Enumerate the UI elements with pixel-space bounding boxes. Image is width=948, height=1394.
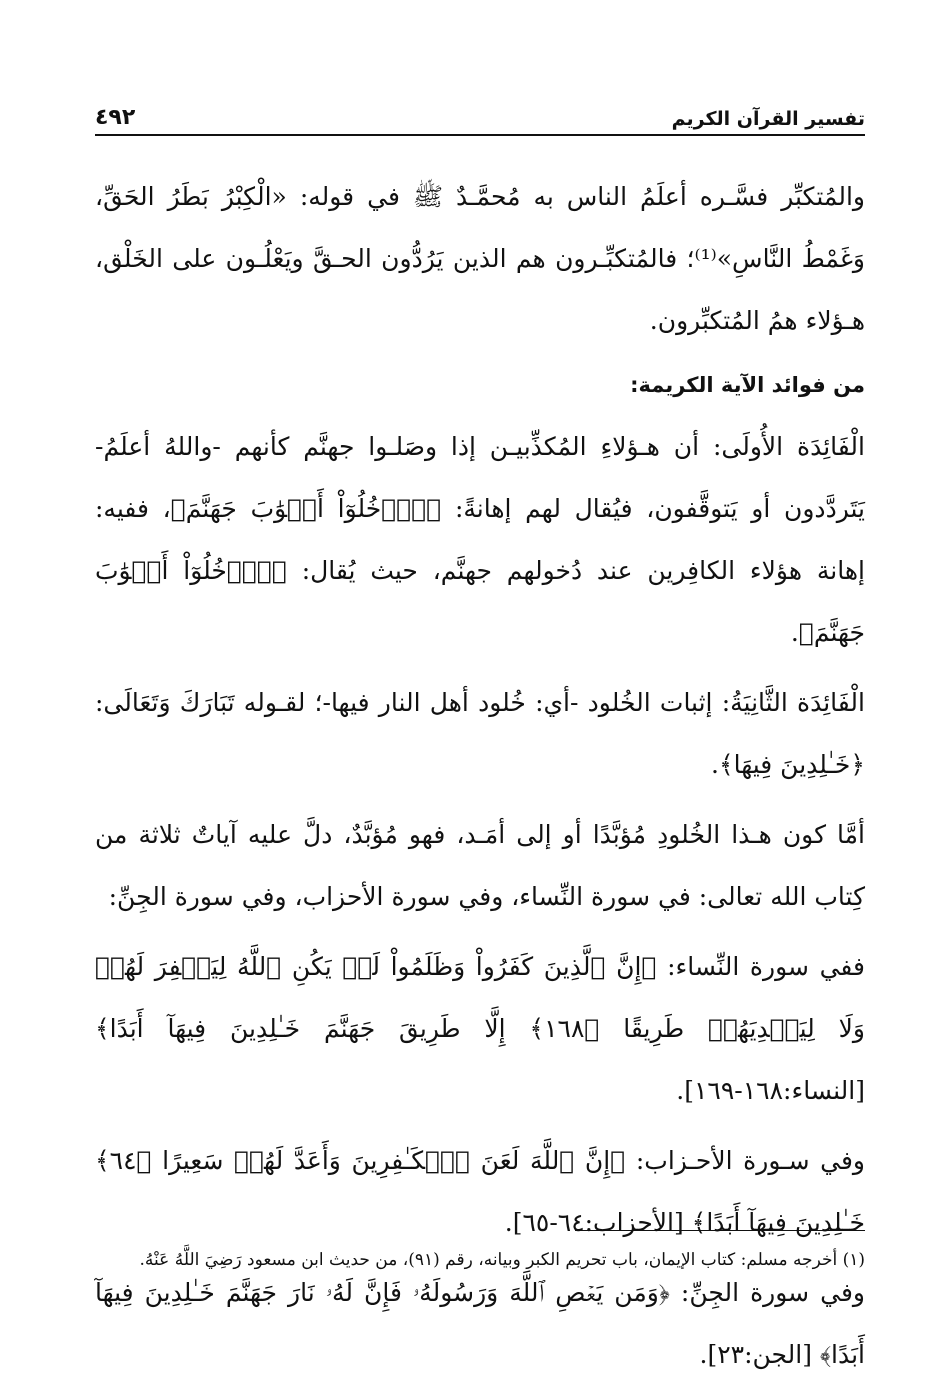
footnote-divider	[575, 1230, 865, 1231]
running-title: تفسير القرآن الكريم	[671, 108, 865, 130]
book-page	[95, 96, 865, 1369]
paragraph-surat-jinn: وفي سورة الجِنِّ: ﴿وَمَن يَعۡصِ ٱللَّهَ وَرَسُولَهُۥ فَإِنَّ لَهُۥ نَارَ جَهَنَّمَ خَـٰلِدِينَ فِيهَآ أَبَدًا﴾ [الجن:٢٣].	[95, 1278, 865, 1369]
section-heading: من فوائد الآية الكريمة:	[630, 373, 865, 397]
benefit-first: الْفَائِدَة الأُولَى: أن هـؤلاءِ المُكذِّبيـن إذا وصَلـوا جهنَّم كأنهم -واللهُ أعلَمُ- يَتَردَّدون أو يَتوقَّفون، فيُقال لهم إهانةً: ﴿ٱدۡخُلُوٓاْ أَبۡوَٰبَ جَهَنَّمَ﴾، ففيه: إهانة هؤلاء الكافِرين عند دُخولهم جهنَّم، حيث يُقال: ﴿ٱدۡخُلُوٓاْ أَبۡوَٰبَ جَهَنَّمَ﴾.	[95, 432, 865, 647]
benefit-second: الْفَائِدَة الثَّانِيَةُ: إثبات الخُلود -أي: خُلود أهل النار فيها-؛ لقـوله تَبَارَكَ وَتَعَالَى: ﴿خَـٰلِدِينَ فِيهَا﴾.	[95, 688, 865, 779]
page-number: ٤٩٢	[95, 105, 136, 130]
body-text	[95, 166, 865, 1394]
paragraph-surat-ahzab: وفي سـورة الأحـزاب: ﴿إِنَّ ٱللَّهَ لَعَنَ ٱلۡكَـٰفِرِينَ وَأَعَدَّ لَهُمۡ سَعِيرًا ﴿٦٤﴾ خَـٰلِدِينَ فِيهَآ أَبَدًا﴾ [الأحزاب:٦٤-٦٥].	[95, 1146, 865, 1237]
paragraph-mutakabbir: والمُتكبِّر فسَّـره أعلَمُ الناس به مُحمَّـدٌ ﷺ في قوله: «الْكِبْرُ بَطَرُ الحَقِّ، وَغَمْطُ النَّاسِ»⁽¹⁾؛ فالمُتكبِّـرون هم الذين يَرُدُّون الحـقَّ ويَعْلُـون على الخَلْق، هـؤلاء همُ المُتكبِّرون.	[95, 182, 865, 335]
paragraph-eternity: أمَّا كون هـذا الخُلودِ مُؤبَّدًا أو إلى أمَـد، فهو مُؤبَّدٌ، دلَّ عليه آياتٌ ثلاثة من كِتاب الله تعالى: في سورة النِّساء، وفي سورة الأحزاب، وفي سورة الجِنِّ:	[95, 820, 865, 911]
footnote: (١) أخرجه مسلم: كتاب الإيمان، باب تحريم الكبر وبيانه، رقم (٩١)، من حديث ابن مسعود رَضِيَ اللَّهُ عَنْهُ.	[139, 1250, 865, 1270]
page-header	[95, 96, 865, 136]
paragraph-surat-nisa: ففي سورة النِّساء: ﴿إِنَّ ٱلَّذِينَ كَفَرُواْ وَظَلَمُواْ لَمۡ يَكُنِ ٱللَّهُ لِيَغۡفِرَ لَهُمۡ وَلَا لِيَهۡدِيَهُمۡ طَرِيقًا ﴿١٦٨﴾ إِلَّا طَرِيقَ جَهَنَّمَ خَـٰلِدِينَ فِيهَآ أَبَدًا﴾ [النساء:١٦٨-١٦٩].	[95, 952, 865, 1105]
